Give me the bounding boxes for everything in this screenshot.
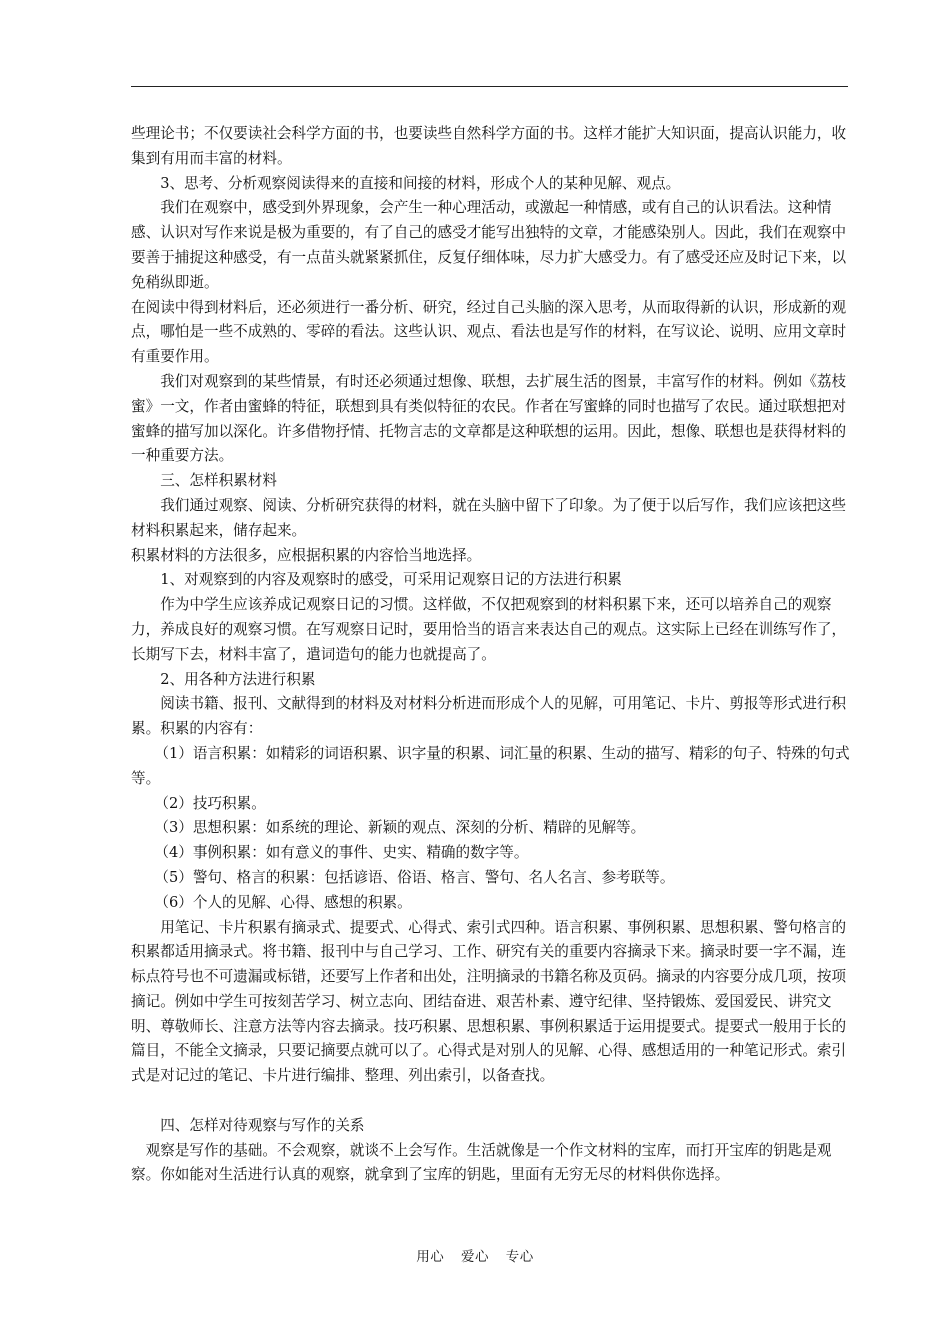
footer-word: 专心 bbox=[505, 1249, 534, 1265]
paragraph: 用笔记、卡片积累有摘录式、提要式、心得式、索引式四种。语言积累、事例积累、思想积累、警句格言的积累都适用摘录式。将书籍、报刊中与自己学习、工作、研究有关的重要内容摘录下来。摘录时要一字不漏，连标点符号也不可遗漏或标错，还要写上作者和出处，注明摘录的书籍名称及页码。摘录的内容要分成几项，按项摘记。例如中学生可按刻苦学习、树立志向、团结奋进、艰苦朴素、遵守纪律、坚持锻炼、爱国爱民、讲究文明、尊敬师长、注意方法等内容去摘录。技巧积累、思想积累、事例积累适于运用提要式。提要式一般用于长的篇目，不能全文摘录，只要记摘要点就可以了。心得式是对别人的见解、心得、感想适用的一种笔记形式。索引式是对记过的笔记、卡片进行编排、整理、列出索引，以备查找。 bbox=[131, 918, 847, 1085]
paragraph: 阅读书籍、报刊、文献得到的材料及对材料分析进而形成个人的见解，可用笔记、卡片、剪报等形式进行积累。积累的内容有： bbox=[131, 695, 847, 738]
list-item: （4）事例积累：如有意义的事件、史实、精确的数字等。 bbox=[154, 844, 529, 862]
paragraph: 作为中学生应该养成记观察日记的习惯。这样做，不仅把观察到的材料积累下来，还可以培养自己的观察力，养成良好的观察习惯。在写观察日记时，要用恰当的语言来表达自己的观点。这实际上已经在训练写作了，长期写下去，材料丰富了，遣词造句的能力也就提高了。 bbox=[131, 596, 847, 663]
paragraph: 积累材料的方法很多，应根据积累的内容恰当地选择。 bbox=[131, 546, 482, 564]
list-item: （6）个人的见解、心得、感想的积累。 bbox=[154, 893, 412, 911]
paragraph: 我们在观察中，感受到外界现象，会产生一种心理活动，或激起一种情感，或有自己的认识看法。这种情感、认识对写作来说是极为重要的，有了自己的感受才能写出独特的文章，才能感染别人。因此，我们在观察中要善于捕捉这种感受，有一点苗头就紧紧抓住，反复仔细体味，尽力扩大感受力。有了感受还应及时记下来，以免稍纵即逝。 bbox=[131, 199, 847, 291]
page-footer bbox=[0, 1245, 950, 1265]
list-item: （1）语言积累：如精彩的词语积累、识字量的积累、词汇量的积累、生动的描写、精彩的句子、特殊的句式等。 bbox=[131, 744, 850, 787]
section-heading: 三、怎样积累材料 bbox=[160, 472, 277, 490]
paragraph: 些理论书；不仅要读社会科学方面的书，也要读些自然科学方面的书。这样才能扩大知识面，提高认识能力，收集到有用而丰富的材料。 bbox=[131, 125, 847, 167]
footer-word: 爱心 bbox=[461, 1249, 489, 1265]
header-rule bbox=[131, 86, 848, 87]
list-item: （3）思想积累：如系统的理论、新颖的观点、深刻的分析、精辟的见解等。 bbox=[154, 819, 646, 837]
paragraph: 我们对观察到的某些情景，有时还必须通过想像、联想，去扩展生活的图景，丰富写作的材料。例如《荔枝蜜》一文，作者由蜜蜂的特征，联想到具有类似特征的农民。作者在写蜜蜂的同时也描写了农民。通过联想把对蜜蜂的描写加以深化。许多借物抒情、托物言志的文章都是这种联想的运用。因此，想像、联想也是获得材料的一种重要方法。 bbox=[131, 372, 847, 465]
sub-heading: 2、用各种方法进行积累 bbox=[160, 670, 316, 688]
blank-line bbox=[131, 1089, 853, 1114]
paragraph: 我们通过观察、阅读、分析研究获得的材料，就在头脑中留下了印象。为了便于以后写作，我们应该把这些材料积累起来，储存起来。 bbox=[131, 496, 847, 539]
sub-heading: 1、对观察到的内容及观察时的感受，可采用记观察日记的方法进行积累 bbox=[160, 571, 622, 589]
paragraph: 观察是写作的基础。不会观察，就谈不上会写作。生活就像是一个作文材料的宝库，而打开宝库的钥匙是观察。你如能对生活进行认真的观察，就拿到了宝库的钥匙，里面有无穷无尽的材料供你选择。 bbox=[131, 1141, 832, 1184]
paragraph: 3、思考、分析观察阅读得来的直接和间接的材料，形成个人的某种见解、观点。 bbox=[160, 174, 681, 192]
section-heading: 四、怎样对待观察与写作的关系 bbox=[160, 1116, 365, 1134]
footer-word: 用心 bbox=[416, 1249, 445, 1265]
list-item: （5）警句、格言的积累：包括谚语、俗语、格言、警句、名人名言、参考联等。 bbox=[154, 868, 675, 886]
list-item: （2）技巧积累。 bbox=[154, 794, 266, 812]
document-body bbox=[131, 122, 853, 1188]
paragraph: 在阅读中得到材料后，还必须进行一番分析、研究，经过自己头脑的深入思考，从而取得新的认识，形成新的观点，哪怕是一些不成熟的、零碎的看法。这些认识、观点、看法也是写作的材料，在写议论、说明、应用文章时有重要作用。 bbox=[131, 298, 847, 366]
